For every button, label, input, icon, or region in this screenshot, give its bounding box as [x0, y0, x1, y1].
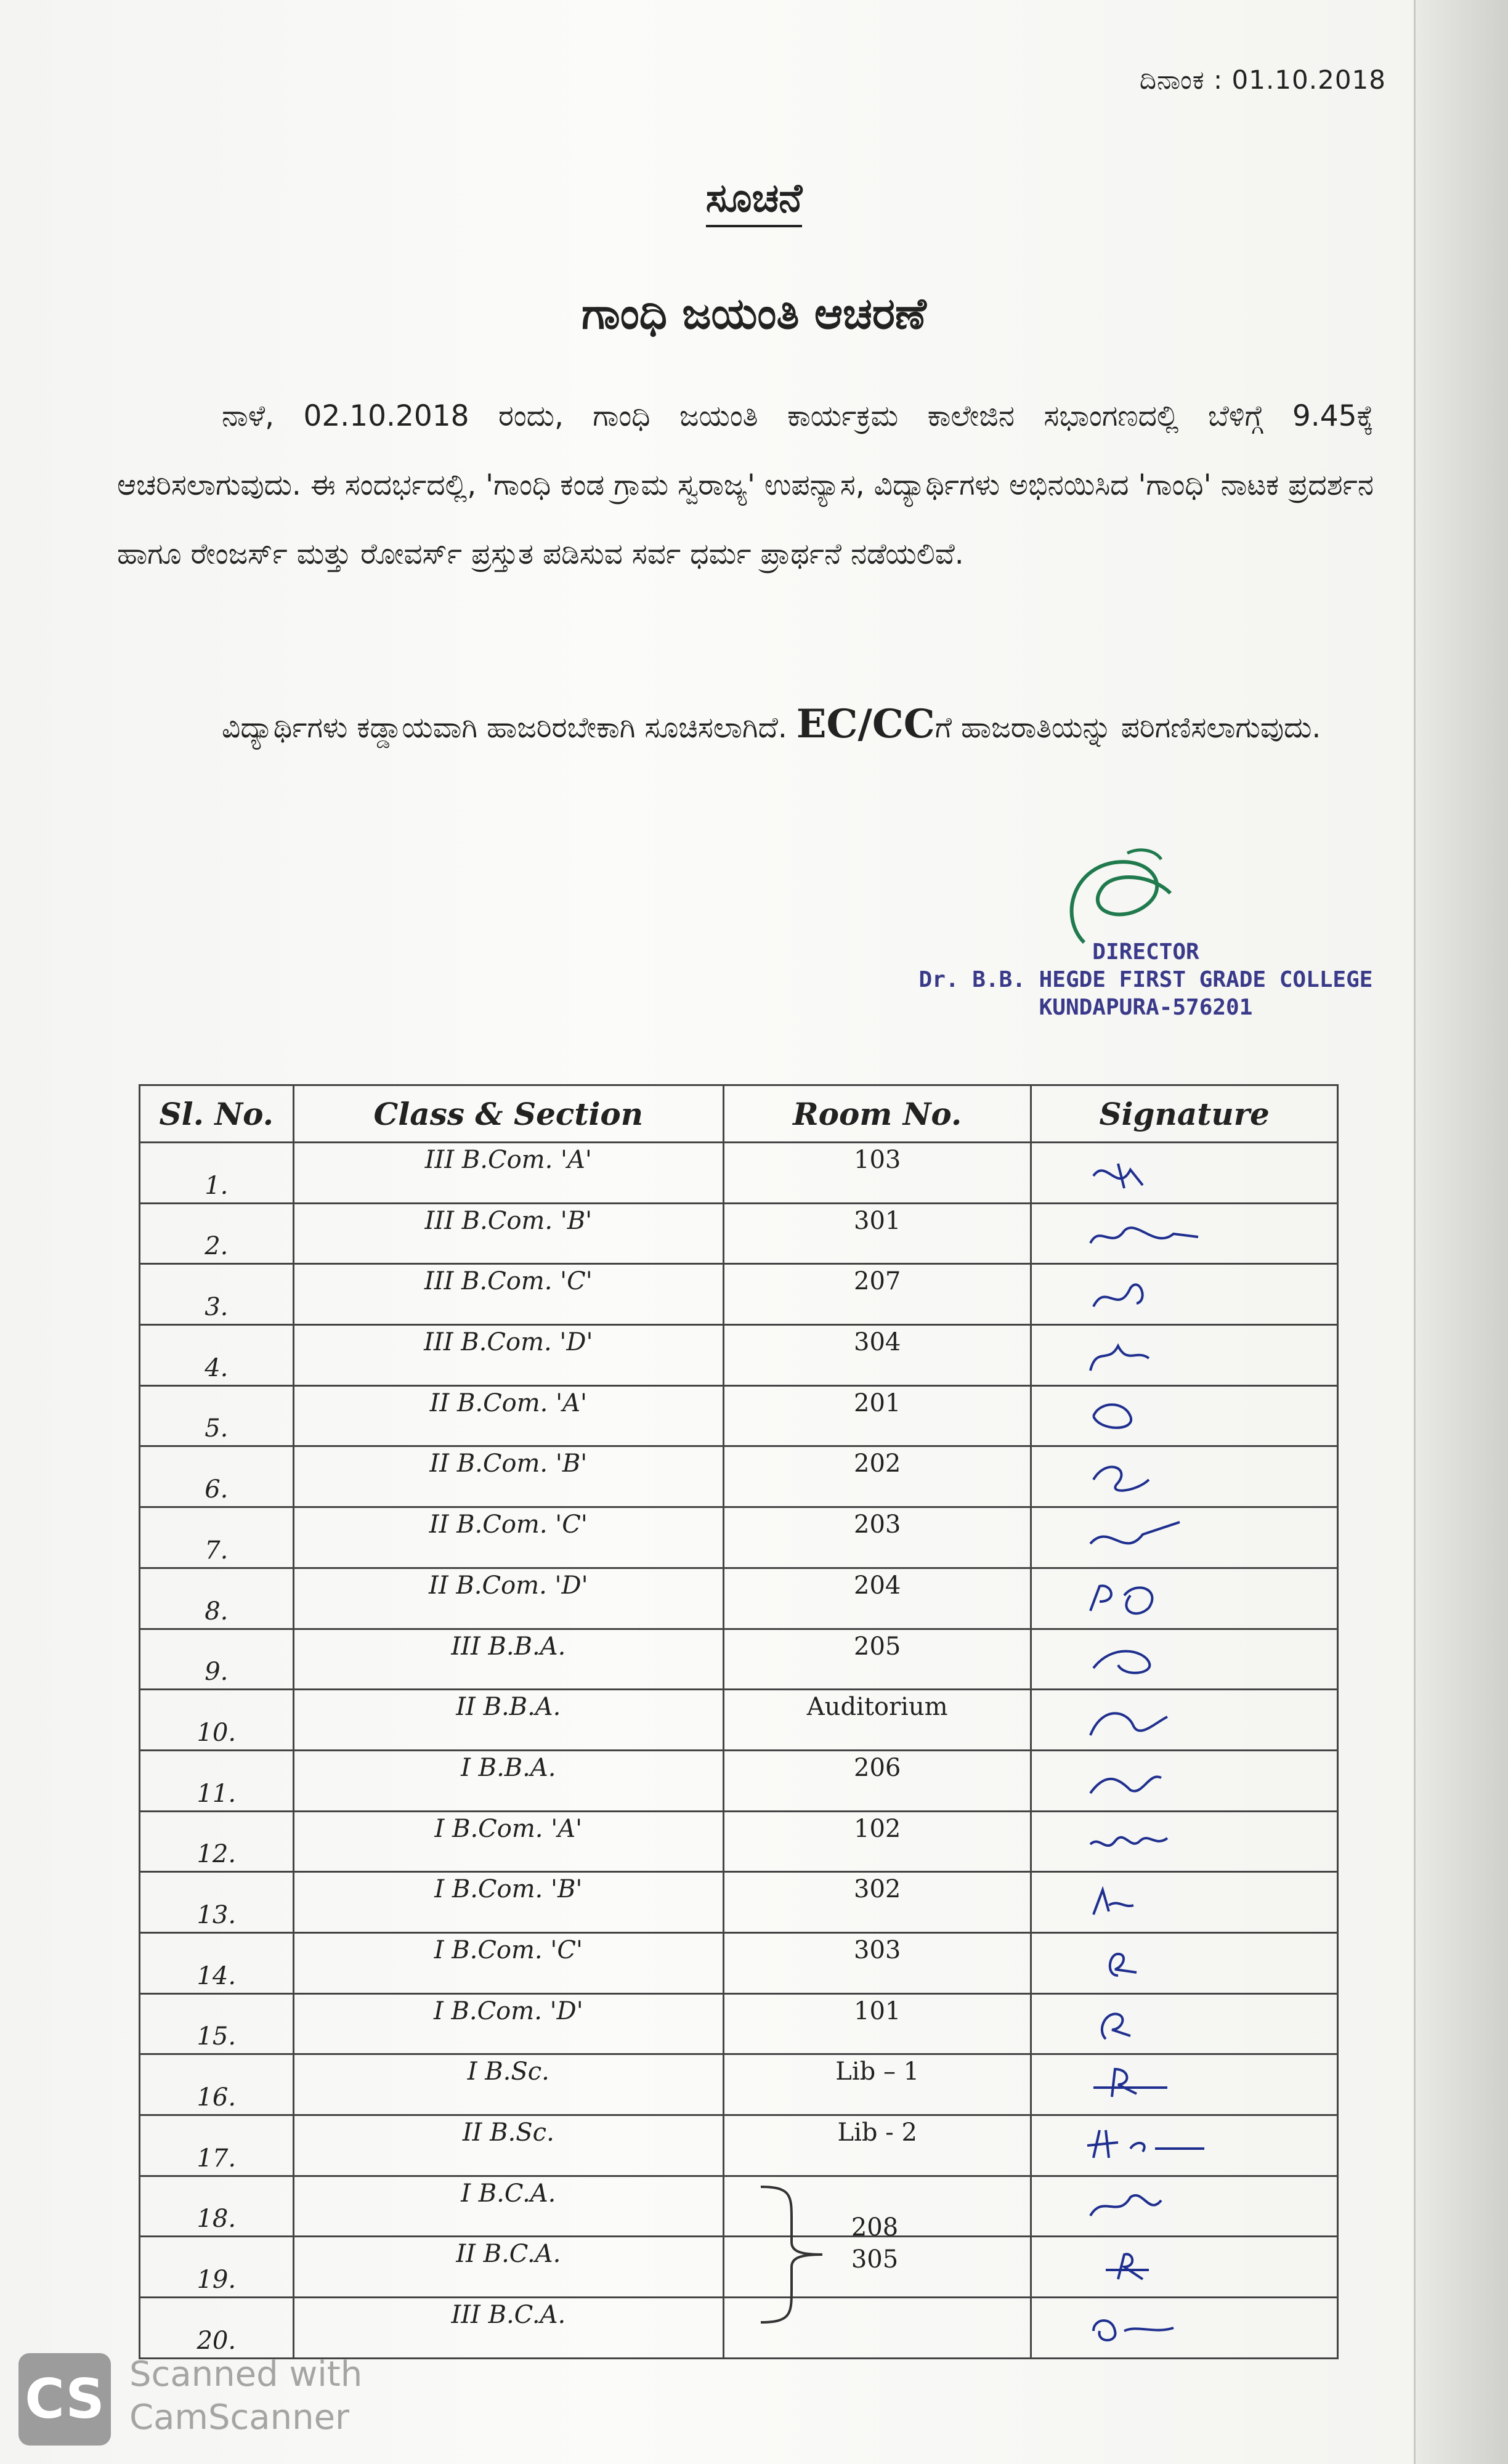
row-room-no	[724, 1507, 1031, 1568]
row-room-value: 101	[854, 1996, 901, 2025]
bca-rooms	[838, 2211, 912, 2276]
row-class-section: I B.C.A.	[293, 2176, 724, 2237]
camscanner-logo: CS	[18, 2353, 111, 2446]
row-room-no	[724, 1690, 1031, 1751]
row-sl-no: 1.	[140, 1143, 294, 1204]
signature-stroke	[1093, 1890, 1133, 1915]
row-class-section: I B.Com. 'C'	[293, 1932, 724, 1993]
attendance-instruction: ವಿದ್ಯಾರ್ಥಿಗಳು ಕಡ್ಡಾಯವಾಗಿ ಹಾಜರಿರಬೇಕಾಗಿ ಸೂಚಿಸಲಾಗಿದೆ.	[222, 711, 787, 745]
handwritten-signature	[1081, 1516, 1266, 1559]
row-room-value: 202	[854, 1449, 901, 1478]
ec-cc-label: EC/CC	[796, 701, 935, 747]
row-sl-no: 6.	[140, 1446, 294, 1507]
row-signature	[1031, 2298, 1338, 2359]
row-room-no	[724, 1811, 1031, 1872]
signature-stroke	[1093, 2069, 1167, 2097]
table-row	[140, 1690, 1338, 1751]
table-row	[140, 1629, 1338, 1690]
row-class-section: II B.C.A.	[293, 2237, 724, 2298]
table-row	[140, 1872, 1338, 1933]
row-class-section: II B.Sc.	[293, 2115, 724, 2176]
camscanner-watermark	[18, 2353, 450, 2446]
row-sl-no: 9.	[140, 1629, 294, 1690]
row-room-value: 203	[854, 1510, 901, 1539]
handwritten-signature	[1081, 1273, 1266, 1316]
row-room-value: 303	[854, 1935, 901, 1964]
signature-stroke	[1102, 2014, 1130, 2040]
row-room-no	[724, 1325, 1031, 1386]
row-room-no	[724, 1568, 1031, 1629]
row-sl-no: 2.	[140, 1203, 294, 1264]
row-class-section: III B.Com. 'D'	[293, 1325, 724, 1386]
handwritten-signature	[1081, 2306, 1266, 2349]
row-signature	[1031, 1446, 1338, 1507]
signature-stroke	[1090, 1777, 1161, 1793]
row-signature	[1031, 1872, 1338, 1933]
signature-stroke	[1093, 1285, 1143, 1307]
row-room-no	[724, 1385, 1031, 1446]
row-signature	[1031, 1203, 1338, 1264]
handwritten-signature	[1081, 1698, 1266, 1741]
header-class-section: Class & Section	[293, 1085, 724, 1143]
signature-stroke	[1106, 2255, 1149, 2280]
row-sl-no: 15.	[140, 1993, 294, 2054]
row-signature	[1031, 2176, 1338, 2237]
row-class-section: III B.Com. 'B'	[293, 1203, 724, 1264]
row-room-value: 204	[854, 1571, 901, 1600]
row-room-value: 201	[854, 1388, 901, 1417]
row-class-section: II B.Com. 'A'	[293, 1385, 724, 1446]
handwritten-signature	[1081, 1637, 1266, 1680]
row-class-section: III B.Com. 'A'	[293, 1143, 724, 1204]
notice-paragraph-1: ನಾಳೆ, 02.10.2018 ರಂದು, ಗಾಂಧಿ ಜಯಂತಿ ಕಾರ್ಯಕ್ರಮ ಕಾಲೇಜಿನ ಸಭಾಂಗಣದಲ್ಲಿ ಬೆಳಿಗ್ಗೆ 9.45ಕ್ಕೆ ಆಚರಿಸಲಾಗುವುದು. ಈ ಸಂದರ್ಭದಲ್ಲಿ, 'ಗಾಂಧಿ ಕಂಡ ಗ್ರಾಮ ಸ್ವರಾಜ್ಯ' ಉಪನ್ಯಾಸ, ವಿದ್ಯಾರ್ಥಿಗಳು ಅಭಿನಯಿಸಿದ 'ಗಾಂಧಿ' ನಾಟಕ ಪ್ರದರ್ಶನ ಹಾಗೂ ರೇಂಜರ್ಸ್ ಮತ್ತು ರೋವರ್ಸ್ ಪ್ರಸ್ತುತ ಪಡಿಸುವ ಸರ್ವ ಧರ್ಮ ಪ್ರಾರ್ಥನೆ ನಡೆಯಲಿವೆ.	[117, 399, 1374, 571]
row-room-value: 206	[854, 1753, 901, 1782]
row-class-section: I B.B.A.	[293, 1750, 724, 1811]
signature-stroke	[1090, 1838, 1167, 1846]
row-class-section: I B.Sc.	[293, 2054, 724, 2115]
row-room-no	[724, 2115, 1031, 2176]
row-sl-no: 20.	[140, 2298, 294, 2359]
row-sl-no: 12.	[140, 1811, 294, 1872]
attendance-table	[139, 1084, 1339, 2359]
table-row	[140, 1446, 1338, 1507]
notice-heading-text: ಸೂಚನೆ	[706, 176, 803, 227]
row-room-value: Lib - 2	[837, 2118, 917, 2147]
header-sl-no: Sl. No.	[140, 1085, 294, 1143]
camscanner-line-2: CamScanner	[129, 2397, 350, 2438]
row-room-no	[724, 1872, 1031, 1933]
table-row	[140, 1932, 1338, 1993]
row-room-no	[724, 1629, 1031, 1690]
row-room-no	[724, 1446, 1031, 1507]
row-signature	[1031, 1932, 1338, 1993]
row-room-no	[724, 1750, 1031, 1811]
row-class-section: II B.Com. 'D'	[293, 1568, 724, 1629]
table-row	[140, 1568, 1338, 1629]
row-signature	[1031, 2115, 1338, 2176]
table-row	[140, 1750, 1338, 1811]
row-room-no	[724, 2054, 1031, 2115]
director-designation: DIRECTOR	[1092, 939, 1199, 965]
row-class-section: I B.Com. 'D'	[293, 1993, 724, 2054]
bca-rooms-brace	[755, 2184, 829, 2325]
signature-stroke	[1087, 2130, 1204, 2158]
signature-stroke	[1093, 2320, 1174, 2340]
notice-paragraph-2	[117, 690, 1374, 763]
bca-room-1: 208	[851, 2213, 899, 2242]
handwritten-signature	[1081, 1334, 1266, 1377]
row-sl-no: 7.	[140, 1507, 294, 1568]
row-class-section: II B.B.A.	[293, 1690, 724, 1751]
header-signature: Signature	[1031, 1085, 1338, 1143]
director-signature	[1047, 844, 1207, 955]
college-name: Dr. B.B. HEGDE FIRST GRADE COLLEGE	[918, 967, 1373, 992]
bca-room-2: 305	[851, 2245, 899, 2274]
handwritten-signature	[1081, 1151, 1266, 1194]
handwritten-signature	[1081, 1455, 1266, 1498]
notice-heading	[0, 176, 1508, 221]
table-row	[140, 1264, 1338, 1325]
table-row	[140, 2176, 1338, 2237]
row-class-section: III B.C.A.	[293, 2298, 724, 2359]
row-room-value: Auditorium	[806, 1693, 948, 1722]
table-row	[140, 1507, 1338, 1568]
handwritten-signature	[1081, 1942, 1266, 1985]
row-signature	[1031, 1325, 1338, 1386]
signature-stroke	[1093, 1164, 1143, 1188]
signature-stroke	[1093, 1467, 1149, 1491]
notice-subject: ಗಾಂಧಿ ಜಯಂತಿ ಆಚರಣೆ	[582, 288, 926, 339]
handwritten-signature	[1081, 1759, 1266, 1802]
signature-stroke	[1093, 1651, 1149, 1673]
table-row	[140, 1143, 1338, 1204]
table-row	[140, 2298, 1338, 2359]
row-room-value: 207	[854, 1267, 901, 1296]
table-header-row	[140, 1085, 1338, 1143]
row-sl-no: 3.	[140, 1264, 294, 1325]
row-sl-no: 18.	[140, 2176, 294, 2237]
row-class-section: II B.Com. 'C'	[293, 1507, 724, 1568]
handwritten-signature	[1081, 2124, 1266, 2167]
row-signature	[1031, 1811, 1338, 1872]
row-room-value: 301	[854, 1206, 901, 1235]
table-row	[140, 2054, 1338, 2115]
table-row	[140, 1203, 1338, 1264]
row-room-no	[724, 1932, 1031, 1993]
table-row	[140, 2115, 1338, 2176]
row-room-value: 205	[854, 1632, 901, 1661]
handwritten-signature	[1081, 1395, 1266, 1438]
signature-stroke	[1110, 1954, 1137, 1976]
camscanner-text	[129, 2353, 362, 2439]
handwritten-signature	[1081, 2245, 1266, 2288]
row-class-section: I B.Com. 'B'	[293, 1872, 724, 1933]
row-signature	[1031, 2237, 1338, 2298]
row-signature	[1031, 1264, 1338, 1325]
row-signature	[1031, 1507, 1338, 1568]
signature-stroke	[1093, 1404, 1131, 1428]
page-edge-shadow	[1414, 0, 1508, 2464]
camscanner-line-1: Scanned with	[129, 2354, 363, 2394]
college-place: KUNDAPURA-576201	[1039, 995, 1253, 1020]
row-room-no	[724, 1143, 1031, 1204]
table-row	[140, 1325, 1338, 1386]
row-room-value: 102	[854, 1814, 901, 1843]
attendance-consideration: ಗೆ ಹಾಜರಾತಿಯನ್ನು ಪರಿಗಣಿಸಲಾಗುವುದು.	[934, 711, 1321, 745]
handwritten-signature	[1081, 2063, 1266, 2106]
table-row	[140, 1811, 1338, 1872]
table-row	[140, 2237, 1338, 2298]
row-signature	[1031, 2054, 1338, 2115]
row-room-value: 302	[854, 1875, 901, 1904]
row-signature	[1031, 1993, 1338, 2054]
row-class-section: III B.B.A.	[293, 1629, 724, 1690]
row-room-no	[724, 1264, 1031, 1325]
row-signature	[1031, 1143, 1338, 1204]
handwritten-signature	[1081, 2002, 1266, 2045]
row-sl-no: 14.	[140, 1932, 294, 1993]
row-sl-no: 11.	[140, 1750, 294, 1811]
row-room-no	[724, 1203, 1031, 1264]
handwritten-signature	[1081, 1577, 1266, 1620]
header-room-no: Room No.	[724, 1085, 1031, 1143]
signature-stroke	[1090, 2195, 1161, 2215]
signature-stroke	[1090, 1586, 1152, 1613]
row-signature	[1031, 1568, 1338, 1629]
table-row	[140, 1993, 1338, 2054]
row-room-value: 304	[854, 1328, 901, 1357]
row-sl-no: 17.	[140, 2115, 294, 2176]
signature-stroke	[1090, 1228, 1198, 1243]
table-row	[140, 1385, 1338, 1446]
row-class-section: II B.Com. 'B'	[293, 1446, 724, 1507]
row-class-section: III B.Com. 'C'	[293, 1264, 724, 1325]
row-room-no	[724, 1993, 1031, 2054]
row-sl-no: 10.	[140, 1690, 294, 1751]
row-sl-no: 13.	[140, 1872, 294, 1933]
director-signature-block	[912, 844, 1392, 1041]
row-signature	[1031, 1690, 1338, 1751]
signature-stroke	[1090, 1522, 1180, 1544]
row-sl-no: 4.	[140, 1325, 294, 1386]
row-room-value: 103	[854, 1146, 901, 1174]
handwritten-signature	[1081, 1820, 1266, 1863]
row-sl-no: 19.	[140, 2237, 294, 2298]
signature-stroke	[1090, 1713, 1167, 1735]
handwritten-signature	[1081, 1212, 1266, 1255]
row-class-section: I B.Com. 'A'	[293, 1811, 724, 1872]
notice-date: ದಿನಾಂಕ : 01.10.2018	[1139, 65, 1386, 95]
handwritten-signature	[1081, 1881, 1266, 1924]
row-signature	[1031, 1629, 1338, 1690]
row-sl-no: 16.	[140, 2054, 294, 2115]
row-sl-no: 5.	[140, 1385, 294, 1446]
row-room-value: Lib – 1	[835, 2057, 920, 2086]
handwritten-signature	[1081, 2185, 1266, 2228]
row-signature	[1031, 1750, 1338, 1811]
row-sl-no: 8.	[140, 1568, 294, 1629]
signature-stroke	[1090, 1346, 1149, 1371]
row-signature	[1031, 1385, 1338, 1446]
